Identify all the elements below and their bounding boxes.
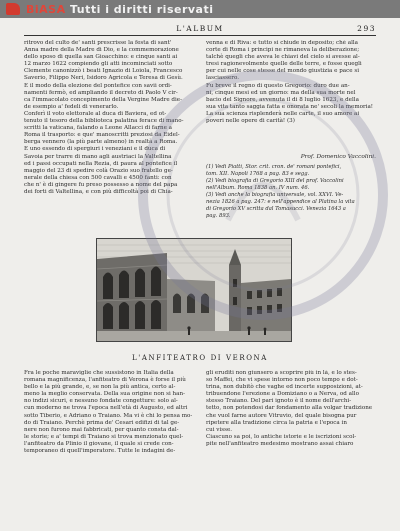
text-column-bottom-left: Fra le poche maraviglie che sussistono in Italia della romana magnificenza, l'anfiteatro di Verona è forse il più bello e la più grande, e, se non la più antica, certo al- meno la meglio conservata. Della sua origine non si han- no indizi sicuri, e nessuno fondate congetture: solo al- cun moderno ne trova l'epoca nell'età di Augusto, ed altri sotto Tiberio, e Adriano o Traiano. Ma vi è chi lo pensa mo- do di Traiano. Perchè prima de' Cesari edifizi di tal ge- nere non furono mai fabbricati, per quanto consta dal- le storie; e a' tempi di Traiano si trova menzionato quel- l'anfiteatro da Plinio il giovane, il quale si crede con- temporaneo di quell'imperatore. Tutte le indagini de- [24,370,193,455]
page-number: 293 [357,24,376,33]
running-head [24,24,376,34]
text-column-bottom-right: gli eruditi non giunsero a scoprire più in là, e lo stes- so Maffei, che vi spese intorno non poco tempo e dot- trina, non dubitò che vaghe ed incerte supposizioni, at- tribuendone l'erezione a Domiziano o a Nerva, od allo stesso Traiano. Del pari ignoto è il nome dell'archi- tetto, non potendosi dar fondamento alla volgar tradizione che vuol farne autore Vitruvio, del quale bisogna pur ripetere alla tradizione circa la patria e l'epoca in cui visse. Ciascuno sa poi, lo antiche istorie e le iscrizioni scol- pite nell'anfiteatro medesimo mostrano assai chiaro [206,370,373,447]
header-rule [24,35,376,36]
arena-engraving [96,238,292,342]
footnote-line: (3) Vedi anche la biografia universale, vol. XXVI. Ve- [206,192,344,198]
illustration-caption: L'ANFITEATRO DI VERONA [132,354,268,362]
footnote-line: di Gregorio XV scritta dal Tomasucci. Venezia 1643 a [206,206,346,212]
footnote-line: nell'Album. Roma 1838 an. IV num. 46. [206,185,310,191]
lion-icon [6,3,20,15]
footnote-line: nezia 1826 a pag. 247: e nell'appendice al Platina la vita [206,199,355,205]
running-head-title: L'ALBUM [176,24,224,33]
text-column-top-left: ritrovo del culto de' santi prescrisse la festa di sant' Anna madre della Madre di Dio, e la commemorazione dello sposo di quella san Gioacchino: e cinque santi ai 12 marzo 1622 compiendo gli atti incominciati sotto Clemente canonizzò i beati Ignazio di Loiola, Francesco Saverio, Filippo Neri, Isidoro Agricola e Teresa di Gesù. E il modo della elezione del pontefice con savii ordi- namenti fermò, ed ampliando il decreto di Paolo V cir- ca l'immacolato concepimento della Vergine Madre die- de esempio a' fedeli di venerarlo. Conferì il voto elettorale al duca di Baviera, ed ot- tenuto il tesoro della biblioteca palatina ferace di mano- scritti la vaticana, falando a Leone Allacci di farne a Roma il trasporto: e que' manoscritti preziosi da Eidel- berga vennero (la più parte almeno) in realtà a Roma. E uno essendo di spergiuri i veneziani e il duca di Savoia per trarre di mano agli austriaci la Valtellina ed i passi occupati nella Rezia, di paura al pontefice il maggio del 23 di spedire colà Orazio suo fratello ge- nerale della chiesa con 500 cavalli e 4500 fanti: con che n' è di gingere fu preso possesso a nome del papa dei forti di Valtellina, e con più difficoltà poi di Chia- [24,40,184,195]
footnote-line: (2) Vedi biografia di Gregorio XIII del prof. Vaccolini [206,178,344,184]
footnote-line: pag. 893. [206,213,231,219]
author-signature: Prof. Domenico Vaccolini. [300,154,376,160]
footnote-line: (1) Vedi Piatti, Stor. crit. cron. de' romani pontefici, [206,164,342,170]
banner-brand [26,3,214,16]
watermark-banner [0,0,400,18]
banner-brand-right: Tutti i diritti riservati [69,2,214,16]
footnote-line: tom. XII. Napoli 1768 a pag. 83 e segg. [206,171,310,177]
text-column-top-right: venna e di Riva: e tutto si chiude in deposito; chè alla corte di Roma i principi ne rimaneva la deliberazione; talchè quegli che aveva le chiavi del cielo si avesse al- tresi ragionevolmente quelle delle terre, e fosse quegli per cui nelle cose stesse del mondo giustizia e pace si lasciassero. Fu breve il regno di questo Gregorio: duro due an- ni, cinque mesi ed un giorno: ma della sua morte nel bacio del Signore, avvenuta il di 8 luglio 1623, e della sua vita tanto saggia fatta e onorata ne' secoli la memoria! La sua scienza risplenderà nelle carte, il suo amore ai poveri nelle opere di carità! (3) [206,40,374,125]
footnotes [206,164,376,220]
banner-brand-left: BiASA [26,2,66,16]
